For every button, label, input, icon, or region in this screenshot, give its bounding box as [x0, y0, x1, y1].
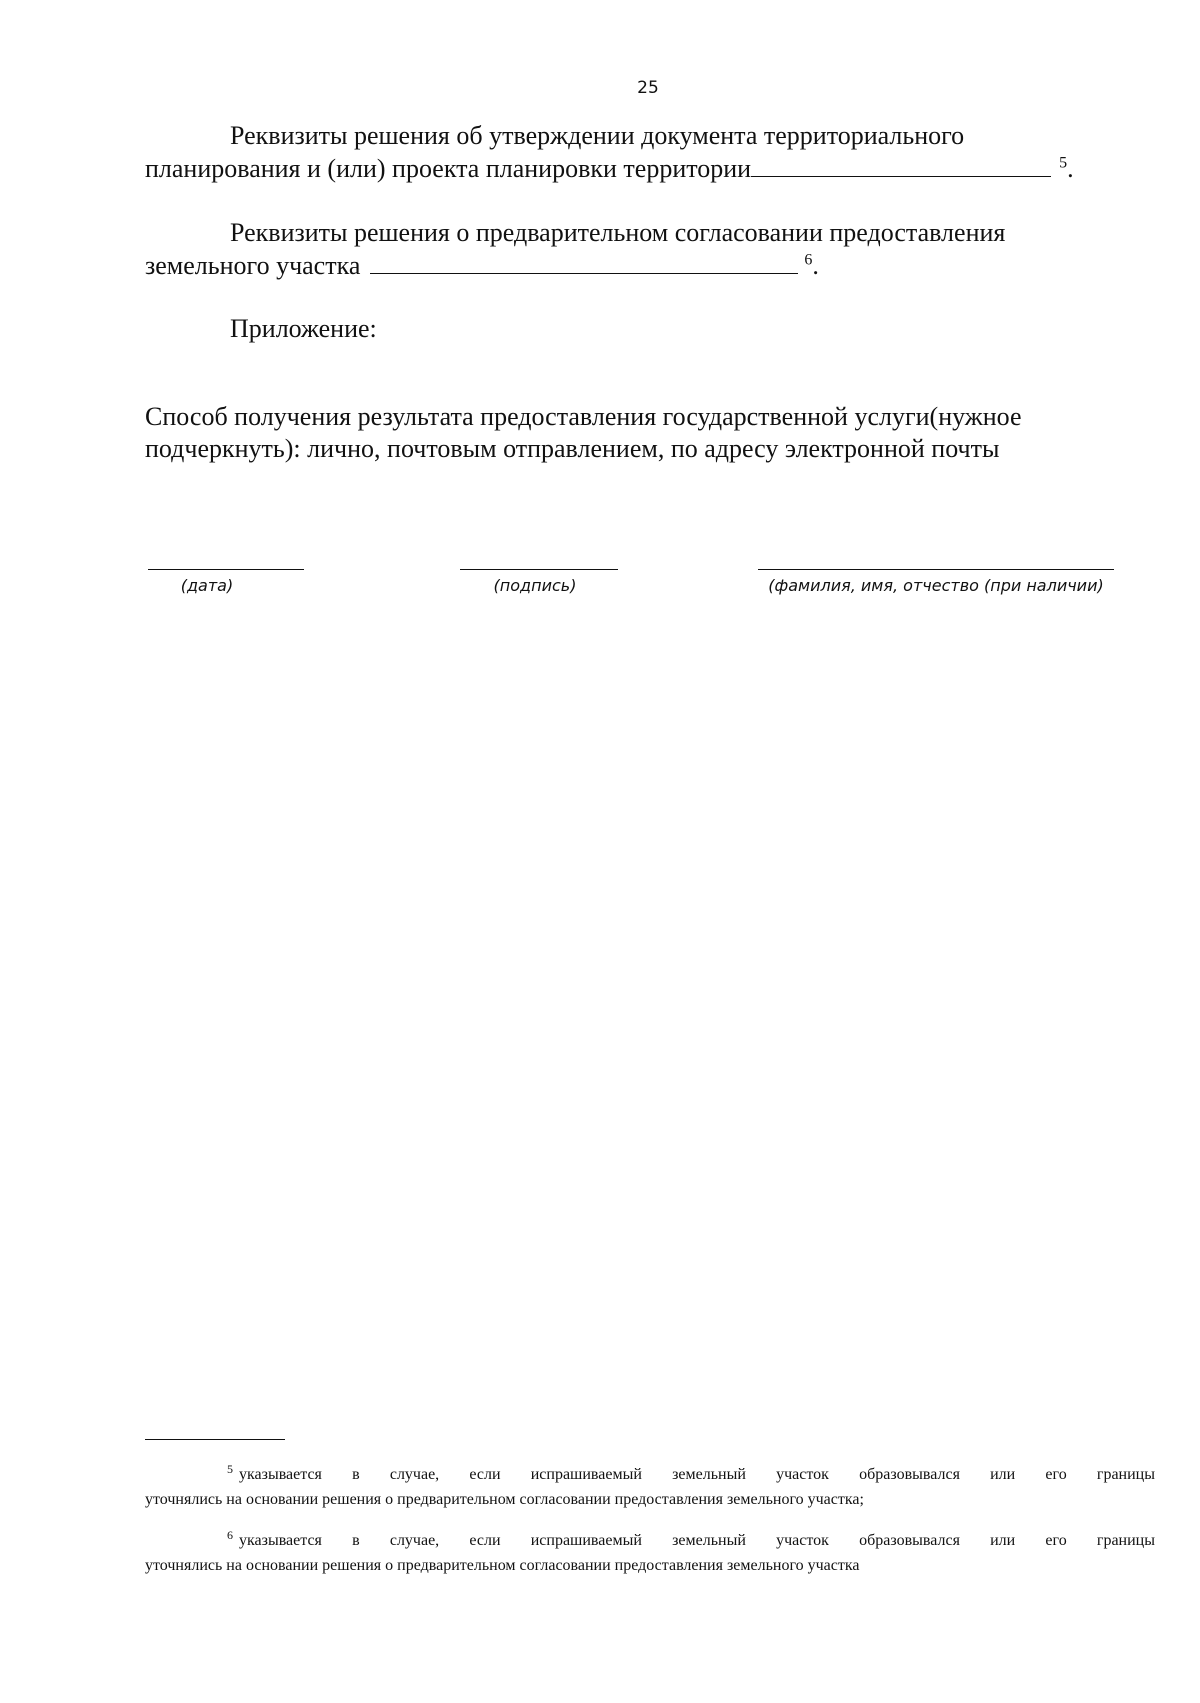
footnote-6-line-1	[145, 1528, 1155, 1553]
delivery-method-paragraph	[145, 401, 1135, 465]
approval-decision-line-2	[145, 152, 1135, 185]
footnote-6-mark: 6	[227, 1527, 233, 1542]
signature-line[interactable]	[460, 569, 618, 570]
footnote-5-line-1	[145, 1462, 1155, 1487]
footnote-5-text-1: указывается в случае, если испрашиваемый земельный участок образовывался или его границы	[239, 1466, 1155, 1483]
full-name-line[interactable]	[758, 569, 1114, 570]
delivery-method-line-2: подчеркнуть): лично, почтовым отправлением, по адресу электронной почты	[145, 434, 1000, 463]
footnote-separator	[145, 1439, 285, 1440]
preliminary-approval-paragraph	[145, 217, 1135, 282]
approval-decision-blank[interactable]	[751, 152, 1051, 177]
delivery-method-line-1: Способ получения результата предоставления государственной услуги(нужное	[145, 402, 1022, 431]
attachment-paragraph	[145, 313, 1135, 345]
preliminary-approval-label: земельного участка	[145, 251, 361, 280]
preliminary-approval-period: .	[812, 251, 819, 280]
footnote-ref-6: 6	[804, 251, 813, 269]
date-caption: (дата)	[180, 576, 234, 595]
footnote-ref-5: 5	[1059, 154, 1068, 172]
full-name-caption: (фамилия, имя, отчество (при наличии)	[768, 576, 1104, 595]
date-line[interactable]	[148, 569, 304, 570]
footnote-6-text-1: указывается в случае, если испрашиваемый земельный участок образовывался или его границы	[239, 1532, 1155, 1549]
preliminary-approval-line-2	[145, 249, 1135, 282]
page-number: 25	[637, 78, 659, 98]
footnote-6	[145, 1528, 1155, 1578]
footnote-5-mark: 5	[227, 1461, 233, 1476]
footnote-6-line-2: уточнялись на основании решения о предварительном согласовании предоставления земельного участка	[145, 1557, 860, 1574]
preliminary-approval-line-1: Реквизиты решения о предварительном согласовании предоставления	[230, 218, 1006, 247]
approval-decision-period: .	[1067, 154, 1074, 183]
approval-decision-label: планирования и (или) проекта планировки территории	[145, 154, 752, 183]
footnote-5-line-2: уточнялись на основании решения о предварительном согласовании предоставления земельного участка;	[145, 1491, 864, 1508]
attachment-label: Приложение:	[230, 314, 377, 343]
approval-decision-line-1: Реквизиты решения об утверждении документа территориального	[230, 121, 965, 150]
signature-caption: (подпись)	[493, 576, 577, 595]
preliminary-approval-blank[interactable]	[370, 249, 798, 274]
footnote-5	[145, 1462, 1155, 1512]
approval-decision-paragraph	[145, 120, 1135, 185]
